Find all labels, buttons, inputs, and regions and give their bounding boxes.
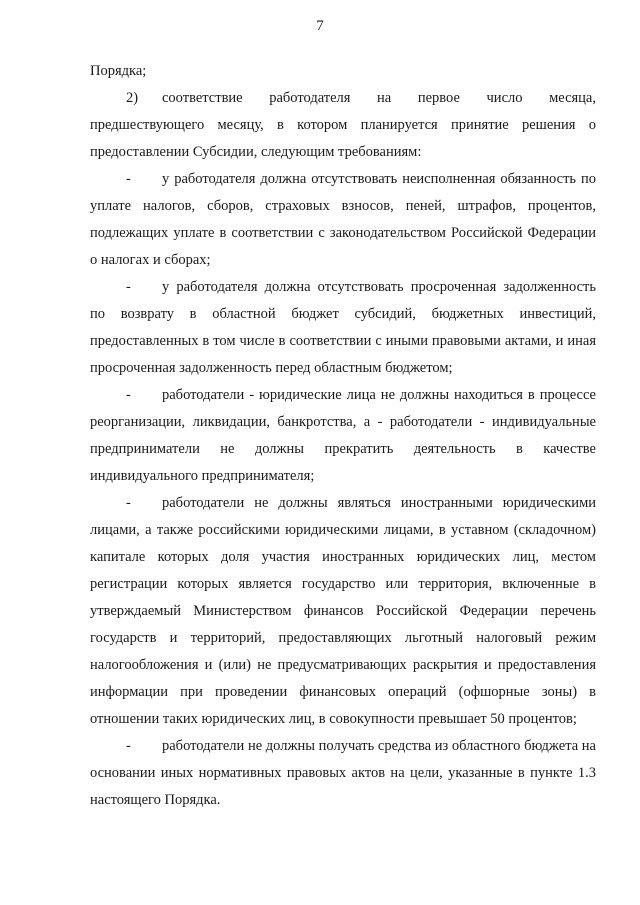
paragraph-text: у работодателя должна отсутствовать неисполненная обязанность по уплате налогов, сборов, страховых взносов, пеней, штрафов, процентов, подлежащих уплате в соответствии с законодательством Российской Федерации о налогах и сборах; [90,171,596,268]
paragraph-dash-reorganization [90,382,596,490]
paragraph-dash-other-funds [90,733,596,814]
paragraph-text: у работодателя должна отсутствовать просроченная задолженность по возврату в областной бюджет субсидий, бюджетных инвестиций, предоставленных в том числе в соответствии с иными правовыми актами, и иная просроченная задолженность перед областным бюджетом; [90,279,596,376]
paragraph-dash-foreign-entities [90,490,596,733]
paragraph-text: работодатели - юридические лица не должны находиться в процессе реорганизации, ликвидации, банкротства, а - работодатели - индивидуальные предприниматели не должны прекратить деятельность в качестве индивидуального предпринимателя; [90,387,596,484]
paragraph-text: Порядка; [90,63,147,79]
paragraph-text: соответствие работодателя на первое число месяца, предшествующего месяцу, в котором планируется принятие решения о предоставлении Субсидии, следующим требованиям: [90,90,596,160]
paragraph-text: работодатели не должны являться иностранными юридическими лицами, а также российскими юридическими лицами, в уставном (складочном) капитале которых доля участия иностранных юридических лиц, местом регистрации которых является государство или территория, включенные в утверждаемый Министерством финансов Российской Федерации перечень государств и территорий, предоставляющих льготный налоговый режим налогообложения и (или) не предусматривающих раскрытия и предоставления информации при проведении финансовых операций (офшорные зоны) в отношении таких юридических лиц, в совокупности превышает 50 процентов; [90,495,596,727]
list-marker: - [126,171,131,187]
paragraph-dash-tax [90,166,596,274]
paragraph-continuation [90,58,596,85]
paragraph-text: работодатели не должны получать средства из областного бюджета на основании иных нормативных правовых актов на цели, указанные в пункте 1.3 настоящего Порядка. [90,738,596,808]
list-marker: - [126,279,131,295]
document-body [90,58,596,814]
paragraph-dash-debt [90,274,596,382]
list-marker: 2) [126,90,139,106]
paragraph-item-2 [90,85,596,166]
list-marker: - [126,738,131,754]
list-marker: - [126,495,131,511]
page-number: 7 [316,18,324,34]
list-marker: - [126,387,131,403]
